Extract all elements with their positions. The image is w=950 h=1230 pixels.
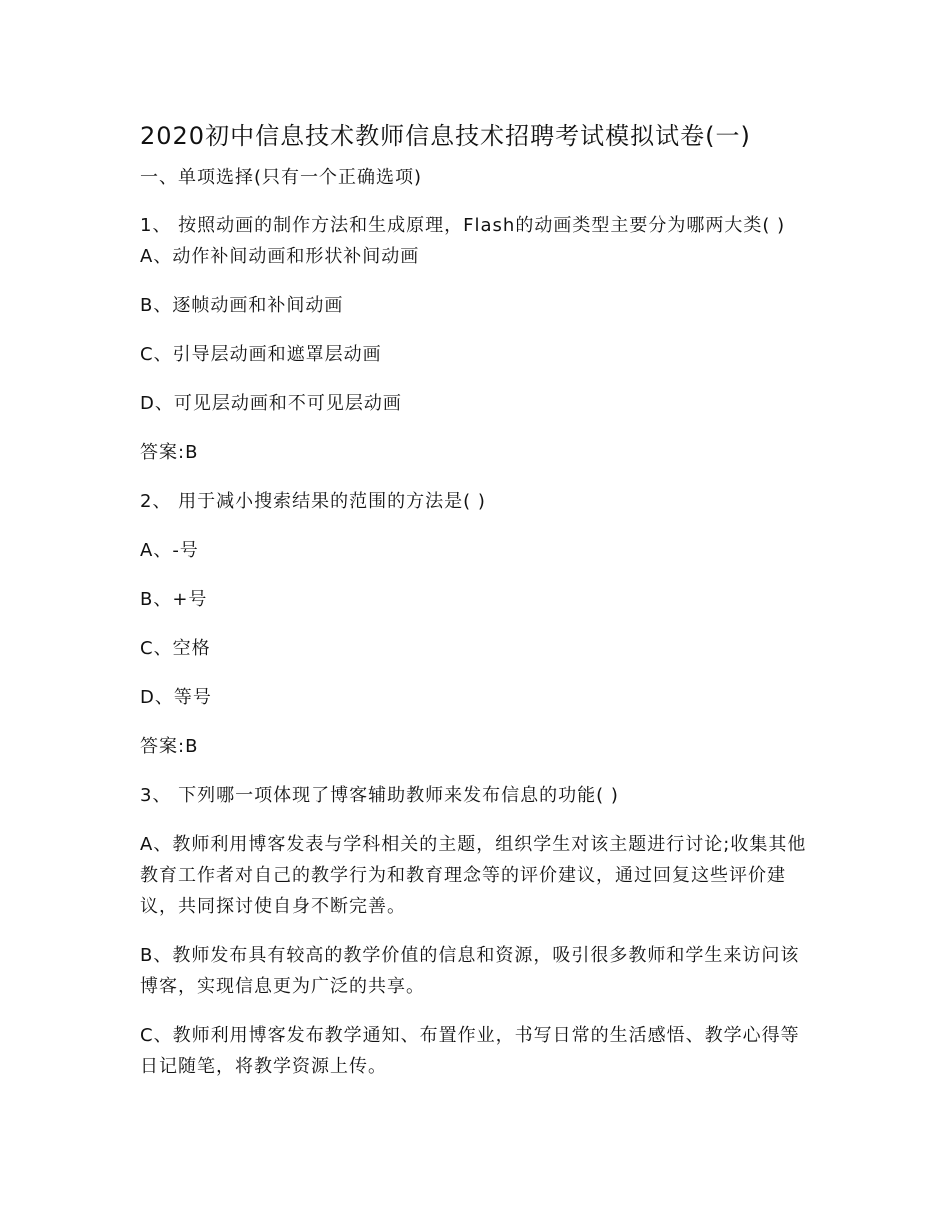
question-2-option-b: B、+号	[140, 589, 208, 610]
question-1-stem: 1、 按照动画的制作方法和生成原理，Flash的动画类型主要分为哪两大类( ) A、动作补间动画和形状补间动画	[140, 215, 786, 267]
question-2-stem: 2、 用于减小搜索结果的范围的方法是( )	[140, 491, 486, 512]
question-2-option-d: D、等号	[140, 687, 212, 708]
question-1-option-c: C、引导层动画和遮罩层动画	[140, 344, 382, 365]
question-1-option-d: D、可见层动画和不可见层动画	[140, 393, 402, 414]
question-3-option-b: B、教师发布具有较高的教学价值的信息和资源，吸引很多教师和学生来访问该博客，实现信息更为广泛的共享。	[140, 945, 800, 997]
document-title: 2020初中信息技术教师信息技术招聘考试模拟试卷(一)	[140, 122, 751, 150]
document-page	[140, 118, 812, 1100]
question-2-answer: 答案:B	[140, 736, 199, 757]
question-1-option-b: B、逐帧动画和补间动画	[140, 295, 344, 316]
question-2-option-a: A、-号	[140, 540, 199, 561]
question-1-answer: 答案:B	[140, 442, 199, 463]
question-3-option-a: A、教师利用博客发表与学科相关的主题，组织学生对该主题进行讨论;收集其他教育工作者对自己的教学行为和教育理念等的评价建议，通过回复这些评价建议，共同探讨使自身不断完善。	[140, 834, 807, 917]
section-heading: 一、单项选择(只有一个正确选项)	[140, 167, 423, 188]
question-3-option-c: C、教师利用博客发布教学通知、布置作业，书写日常的生活感悟、教学心得等日记随笔，将教学资源上传。	[140, 1025, 800, 1077]
question-3-stem: 3、 下列哪一项体现了博客辅助教师来发布信息的功能( )	[140, 785, 619, 806]
question-2-option-c: C、空格	[140, 638, 211, 659]
